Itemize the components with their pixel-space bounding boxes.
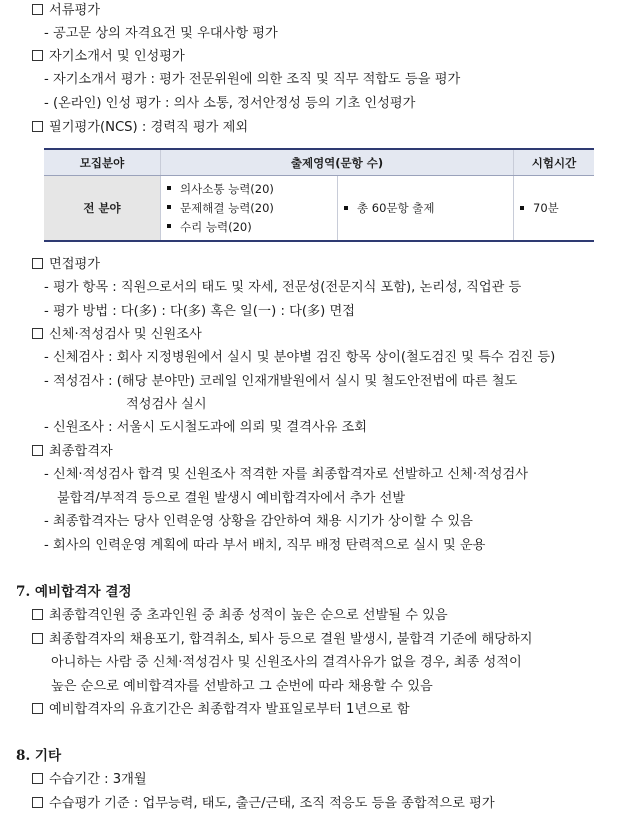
- physical-item: [32, 325, 202, 345]
- sec7-item-3: [32, 700, 410, 720]
- interview-detail-1: - 평가 항목 : 직원으로서의 태도 및 자세, 전문성(전문지식 포함), 논리성, 직업관 등: [44, 280, 522, 295]
- exam-table: [44, 148, 594, 242]
- interview-item: [32, 255, 100, 275]
- interview-label: 면접평가: [49, 257, 100, 272]
- written-eval-item: [32, 118, 248, 138]
- bullet-icon: [167, 186, 171, 190]
- bullet-icon: [167, 205, 171, 209]
- area-item: [167, 218, 331, 237]
- doc-eval-label: 서류평가: [49, 3, 100, 18]
- checkbox-icon: [32, 633, 43, 644]
- checkbox-icon: [32, 50, 43, 61]
- header-time: 시험시간: [514, 149, 595, 176]
- area-item-text: 수리 능력(20): [180, 219, 252, 234]
- sec7-item-1: [32, 606, 448, 626]
- sec7-item-2-cont-1: 아니하는 사람 중 신체·적성검사 및 신원조사의 결격사유가 없을 경우, 최종 성적이: [51, 655, 522, 670]
- checkbox-icon: [32, 258, 43, 269]
- area-cell: [161, 176, 338, 242]
- area-item-text: 의사소통 능력(20): [180, 181, 274, 196]
- field-cell: 전 분야: [44, 176, 161, 242]
- sec8-item-1: [32, 770, 147, 790]
- intro-eval-label: 자기소개서 및 인성평가: [49, 49, 185, 64]
- checkbox-icon: [32, 445, 43, 456]
- sec7-item-2-text: 최종합격자의 채용포기, 합격취소, 퇴사 등으로 결원 발생시, 불합격 기준에 해당하지: [49, 632, 533, 647]
- sec7-item-2-cont-2: 높은 순으로 예비합격자를 선발하고 그 순번에 따라 채용할 수 있음: [51, 679, 433, 694]
- final-item: [32, 442, 113, 462]
- section-8-heading: 8. 기타: [16, 748, 62, 764]
- final-detail-2: - 최종합격자는 당사 인력운영 상황을 감안하여 채용 시기가 상이할 수 있음: [44, 514, 473, 529]
- physical-detail-2: - 적성검사 : (해당 분야만) 코레일 인재개발원에서 실시 및 철도안전법에 따른 철도: [44, 374, 518, 389]
- sec7-item-2: [32, 630, 532, 650]
- intro-eval-detail-2: - (온라인) 인성 평가 : 의사 소통, 정서안정성 등의 기초 인성평가: [44, 96, 416, 111]
- sec8-item-1-text: 수습기간 : 3개월: [49, 772, 147, 787]
- checkbox-icon: [32, 121, 43, 132]
- sec7-item-3-text: 예비합격자의 유효기간은 최종합격자 발표일로부터 1년으로 함: [49, 702, 410, 717]
- physical-label: 신체·적성검사 및 신원조사: [49, 327, 202, 342]
- total-cell: [338, 176, 514, 242]
- checkbox-icon: [32, 773, 43, 784]
- header-area: 출제영역(문항 수): [161, 149, 514, 176]
- sec8-item-2-text: 수습평가 기준 : 업무능력, 태도, 출근/근태, 조직 적응도 등을 종합적으로 평가: [49, 796, 495, 811]
- checkbox-icon: [32, 703, 43, 714]
- physical-detail-3: - 신원조사 : 서울시 도시철도과에 의뢰 및 결격사유 조회: [44, 420, 367, 435]
- time-text: 70분: [533, 201, 559, 215]
- time-cell: [514, 176, 595, 242]
- exam-table-row: [44, 176, 594, 242]
- intro-eval-item: [32, 47, 185, 67]
- interview-detail-2: - 평가 방법 : 다(多) : 다(多) 혹은 일(一) : 다(多) 면접: [44, 304, 355, 319]
- final-detail-3: - 회사의 인력운영 계획에 따라 부서 배치, 직무 배정 탄력적으로 실시 및 운용: [44, 538, 486, 553]
- checkbox-icon: [32, 797, 43, 808]
- doc-eval-detail: - 공고문 상의 자격요건 및 우대사항 평가: [44, 26, 278, 41]
- final-label: 최종합격자: [49, 444, 113, 459]
- area-item: [167, 199, 331, 218]
- sec8-item-2: [32, 794, 495, 814]
- final-detail-1-cont: 불합격/부적격 등으로 결원 발생시 예비합격자에서 추가 선발: [57, 491, 406, 506]
- written-eval-label: 필기평가(NCS) : 경력직 평가 제외: [49, 120, 249, 135]
- doc-eval-item: [32, 1, 100, 21]
- exam-table-header-row: [44, 149, 594, 176]
- area-item: [167, 180, 331, 199]
- header-field: 모집분야: [44, 149, 161, 176]
- intro-eval-detail-1: - 자기소개서 평가 : 평가 전문위원에 의한 조직 및 직무 적합도 등을 평가: [44, 72, 461, 87]
- bullet-icon: [520, 206, 524, 210]
- checkbox-icon: [32, 328, 43, 339]
- physical-detail-2-cont: 적성검사 실시: [126, 397, 207, 412]
- final-detail-1: - 신체·적성검사 합격 및 신원조사 적격한 자를 최종합격자로 선발하고 신체·적성검사: [44, 467, 528, 482]
- bullet-icon: [167, 224, 171, 228]
- checkbox-icon: [32, 4, 43, 15]
- area-item-text: 문제해결 능력(20): [180, 200, 274, 215]
- total-text: 총 60문항 출제: [357, 201, 435, 215]
- bullet-icon: [344, 206, 348, 210]
- checkbox-icon: [32, 609, 43, 620]
- sec7-item-1-text: 최종합격인원 중 초과인원 중 최종 성적이 높은 순으로 선발될 수 있음: [49, 608, 448, 623]
- section-7-heading: 7. 예비합격자 결정: [16, 584, 132, 600]
- physical-detail-1: - 신체검사 : 회사 지정병원에서 실시 및 분야별 검진 항목 상이(철도검진 및 특수 검진 등): [44, 350, 556, 365]
